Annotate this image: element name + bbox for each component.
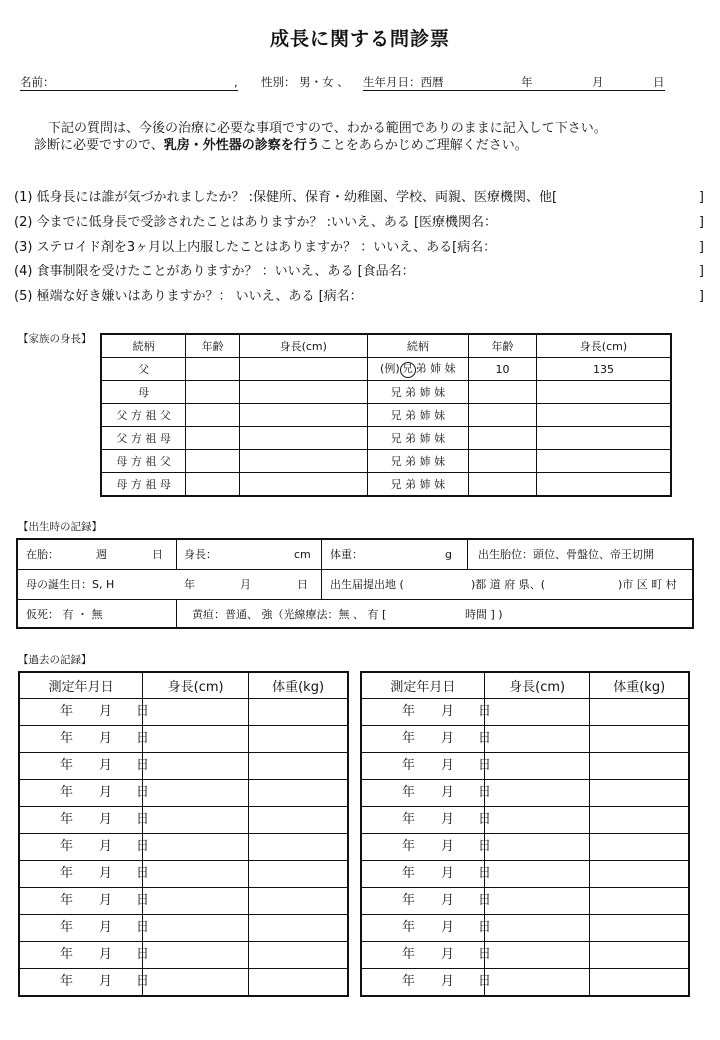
day-unit: 日 [136, 731, 150, 746]
question-3-close: ] [698, 240, 704, 255]
month-unit: 月 [441, 812, 455, 827]
col-measure-date: 測定年月日 [19, 672, 143, 699]
intro-line-2 [34, 137, 528, 154]
table-row [361, 753, 689, 780]
month-unit: 月 [99, 974, 113, 989]
divider [467, 540, 468, 569]
year-unit: 年 [60, 758, 74, 773]
height-cell[interactable] [484, 807, 590, 834]
day-unit: 日 [136, 974, 150, 989]
age-cell[interactable] [186, 381, 240, 404]
year-unit: 年 [402, 866, 416, 881]
cm-unit: cm [294, 548, 311, 561]
month-unit: 月 [441, 785, 455, 800]
height-cell[interactable] [484, 969, 590, 997]
height-cell[interactable] [143, 915, 249, 942]
question-3[interactable] [14, 238, 704, 258]
day-unit: 日 [478, 920, 492, 935]
weight-cell[interactable] [590, 834, 689, 861]
month-unit: 月 [99, 866, 113, 881]
weight-cell[interactable] [249, 861, 348, 888]
question-2-close: ] [698, 215, 704, 230]
height-cell[interactable] [536, 473, 671, 497]
history-header-row [361, 672, 689, 699]
history-section-label: 【過去の記録】 [18, 654, 92, 666]
birth-row-2 [18, 570, 692, 600]
date-cell[interactable] [361, 888, 492, 915]
table-row [19, 753, 348, 780]
height-cell[interactable] [143, 861, 249, 888]
date-cell[interactable] [19, 807, 150, 834]
day-unit: 日 [136, 758, 150, 773]
month-unit: 月 [99, 758, 113, 773]
year-unit: 年 [60, 893, 74, 908]
weight-cell[interactable] [590, 780, 689, 807]
birth-length-label: 身長： [184, 548, 217, 561]
table-row [19, 780, 348, 807]
height-cell[interactable] [536, 450, 671, 473]
day-unit: 日 [478, 704, 492, 719]
divider [321, 540, 322, 569]
year-unit: 年 [402, 893, 416, 908]
table-row [101, 427, 671, 450]
age-cell[interactable] [186, 427, 240, 450]
date-cell[interactable] [361, 753, 492, 780]
year-unit: 年 [60, 866, 74, 881]
date-cell[interactable] [361, 807, 492, 834]
prefecture-label: )都 道 府 県、( [471, 578, 546, 591]
day-unit: 日 [136, 947, 150, 962]
age-cell[interactable] [469, 473, 537, 497]
table-row [19, 942, 348, 969]
family-header-row [101, 334, 671, 358]
intro-line-2-c: ことをあらかじめご理解ください。 [319, 138, 528, 153]
weight-cell[interactable] [249, 780, 348, 807]
weight-cell[interactable] [249, 726, 348, 753]
birth-record-box [16, 538, 694, 629]
month-unit: 月 [441, 704, 455, 719]
table-row [19, 699, 348, 726]
relation-paternal-grandfather: 父 方 祖 父 [101, 404, 186, 427]
table-row [101, 381, 671, 404]
date-cell[interactable] [361, 834, 492, 861]
table-row [361, 915, 689, 942]
weight-cell[interactable] [249, 915, 348, 942]
birth-section-label: 【出生時の記録】 [18, 521, 102, 533]
city-label: )市 区 町 村 [618, 578, 677, 591]
weight-cell[interactable] [590, 861, 689, 888]
table-row [19, 888, 348, 915]
table-row [19, 807, 348, 834]
age-cell[interactable] [469, 427, 537, 450]
jaundice-field[interactable]: 黄疸：普通、 強（光線療法：無 、 有 [ [192, 608, 387, 621]
question-2-text: (2) 今までに低身長で受診されたことはありますか？ :いいえ、ある [医療機関名： [14, 215, 498, 230]
height-cell[interactable] [239, 381, 367, 404]
table-row [361, 834, 689, 861]
relation-paternal-grandmother: 父 方 祖 母 [101, 427, 186, 450]
page-title: 成長に関する問診票 [269, 28, 450, 50]
table-row [361, 726, 689, 753]
table-row [361, 888, 689, 915]
birth-weight-label: 体重： [330, 548, 363, 561]
mother-dob-label: 母の誕生日：S, H [26, 578, 115, 591]
age-cell[interactable] [186, 404, 240, 427]
date-cell[interactable] [19, 861, 150, 888]
birth-row-3 [18, 600, 692, 629]
height-cell[interactable] [484, 726, 590, 753]
sibling-choice[interactable]: 兄 弟 姉 妹 [367, 404, 469, 427]
weight-cell[interactable] [590, 753, 689, 780]
height-cell[interactable] [484, 888, 590, 915]
table-row [361, 942, 689, 969]
family-section-label: 【家族の身長】 [18, 333, 92, 345]
month-unit: 月 [99, 947, 113, 962]
dob-year-label: 年 [521, 75, 533, 89]
history-table-right [360, 671, 690, 997]
col-age: 年齢 [186, 334, 240, 358]
col-measure-date: 測定年月日 [361, 672, 484, 699]
date-cell[interactable] [19, 834, 150, 861]
height-cell[interactable] [143, 726, 249, 753]
question-4[interactable] [14, 262, 704, 282]
weight-cell[interactable] [249, 807, 348, 834]
day-unit: 日 [136, 785, 150, 800]
year-unit: 年 [402, 839, 416, 854]
table-row [19, 834, 348, 861]
height-cell[interactable] [536, 427, 671, 450]
divider [176, 540, 177, 569]
age-cell[interactable] [469, 404, 537, 427]
age-cell[interactable] [186, 473, 240, 497]
age-cell[interactable] [469, 450, 537, 473]
weight-cell[interactable] [249, 969, 348, 997]
registry-label: 出生届提出地 ( [330, 578, 404, 591]
height-cell[interactable] [143, 834, 249, 861]
weight-cell[interactable] [249, 753, 348, 780]
year-unit: 年 [402, 812, 416, 827]
day-unit: 日 [136, 839, 150, 854]
year-unit: 年 [402, 974, 416, 989]
month-unit: 月 [441, 758, 455, 773]
date-cell[interactable] [19, 942, 150, 969]
day-unit: 日 [478, 839, 492, 854]
month-unit: 月 [441, 920, 455, 935]
year-unit: 年 [60, 947, 74, 962]
year-unit: 年 [402, 758, 416, 773]
birth-presentation[interactable]: 出生胎位：頭位、骨盤位、帝王切開 [478, 548, 654, 561]
table-row [361, 807, 689, 834]
day-unit: 日 [136, 704, 150, 719]
date-cell[interactable] [19, 753, 150, 780]
year-unit: 年 [402, 731, 416, 746]
birth-row-1 [18, 540, 692, 570]
hours-label: 時間 ] ) [465, 608, 503, 621]
col-age: 年齢 [469, 334, 537, 358]
month-unit: 月 [441, 947, 455, 962]
height-cell[interactable] [484, 780, 590, 807]
year-unit: 年 [60, 812, 74, 827]
height-cell[interactable] [484, 861, 590, 888]
weight-cell[interactable] [249, 699, 348, 726]
year-unit: 年 [60, 731, 74, 746]
table-row [19, 861, 348, 888]
month-unit: 月 [99, 812, 113, 827]
height-cell[interactable] [536, 381, 671, 404]
circled-choice: 兄 [400, 362, 416, 378]
weight-cell[interactable] [590, 915, 689, 942]
relation-mother: 母 [101, 381, 186, 404]
year-unit: 年 [60, 974, 74, 989]
day-unit: 日 [297, 578, 308, 591]
height-cell[interactable] [484, 753, 590, 780]
question-5[interactable] [14, 287, 704, 307]
relation-maternal-grandmother: 母 方 祖 母 [101, 473, 186, 497]
year-unit: 年 [402, 920, 416, 935]
date-cell[interactable] [19, 726, 150, 753]
asphyxia-field[interactable]: 仮死： 有 ・ 無 [26, 608, 103, 621]
height-cell[interactable] [484, 699, 590, 726]
year-unit: 年 [60, 704, 74, 719]
year-unit: 年 [60, 839, 74, 854]
table-row [361, 699, 689, 726]
history-table-left [18, 671, 349, 997]
height-cell[interactable] [239, 427, 367, 450]
weight-cell[interactable] [590, 969, 689, 997]
table-row [19, 969, 348, 997]
weeks-unit: 週 [96, 548, 107, 561]
height-cell[interactable] [143, 969, 249, 997]
month-unit: 月 [99, 893, 113, 908]
month-unit: 月 [99, 731, 113, 746]
sibling-choice[interactable]: 兄 弟 姉 妹 [367, 381, 469, 404]
height-cell[interactable] [143, 942, 249, 969]
age-cell[interactable] [186, 450, 240, 473]
family-height-table [100, 333, 672, 497]
table-row [19, 726, 348, 753]
weight-cell[interactable] [249, 942, 348, 969]
col-relation: 続柄 [101, 334, 186, 358]
date-cell[interactable] [361, 915, 492, 942]
day-unit: 日 [478, 812, 492, 827]
table-row [101, 404, 671, 427]
month-unit: 月 [441, 731, 455, 746]
gender-field[interactable]: 性別： 男・女 、 [261, 75, 349, 89]
month-unit: 月 [441, 974, 455, 989]
divider [176, 600, 177, 629]
table-row [19, 915, 348, 942]
date-cell[interactable] [19, 915, 150, 942]
height-cell[interactable] [239, 358, 367, 381]
month-unit: 月 [240, 578, 251, 591]
age-cell[interactable] [186, 358, 240, 381]
height-cell[interactable] [239, 450, 367, 473]
example-height: 135 [536, 358, 671, 381]
date-cell[interactable] [19, 780, 150, 807]
table-row [101, 358, 671, 381]
dob-label: 生年月日：西暦 [363, 75, 444, 89]
height-cell[interactable] [484, 834, 590, 861]
table-row [101, 450, 671, 473]
question-5-close: ] [698, 289, 704, 304]
height-cell[interactable] [484, 942, 590, 969]
date-cell[interactable] [19, 699, 150, 726]
age-cell[interactable] [469, 381, 537, 404]
gestation-label: 在胎： [26, 548, 59, 561]
date-cell[interactable] [19, 888, 150, 915]
weight-cell[interactable] [590, 807, 689, 834]
year-unit: 年 [60, 785, 74, 800]
question-3-text: (3) ステロイド剤を3ヶ月以上内服したことはありますか？ ：いいえ、ある[病名： [14, 240, 497, 255]
divider [321, 570, 322, 599]
question-1-close: ] [698, 190, 704, 205]
example-rest: 弟 姉 妹 [415, 362, 456, 375]
day-unit: 日 [136, 866, 150, 881]
day-unit: 日 [136, 893, 150, 908]
question-4-close: ] [698, 264, 704, 279]
table-row [361, 780, 689, 807]
month-unit: 月 [99, 785, 113, 800]
g-unit: g [445, 548, 452, 561]
weight-cell[interactable] [590, 888, 689, 915]
day-unit: 日 [478, 974, 492, 989]
sibling-choice[interactable]: 兄 弟 姉 妹 [367, 473, 469, 497]
day-unit: 日 [478, 866, 492, 881]
dob-day-label: 日 [653, 75, 665, 89]
date-cell[interactable] [361, 969, 492, 997]
day-unit: 日 [478, 785, 492, 800]
day-unit: 日 [136, 812, 150, 827]
intro-line-2-a: 診断に必要ですので、 [34, 138, 164, 153]
col-relation: 続柄 [367, 334, 469, 358]
height-cell[interactable] [143, 780, 249, 807]
year-unit: 年 [402, 947, 416, 962]
height-cell[interactable] [239, 473, 367, 497]
col-height: 身長(cm) [143, 672, 249, 699]
intro-line-1: 下記の質問は、今後の治療に必要な事項ですので、わかる範囲でありのままに記入して下さい。 [48, 121, 607, 136]
height-cell[interactable] [143, 753, 249, 780]
height-cell[interactable] [143, 888, 249, 915]
relation-father: 父 [101, 358, 186, 381]
date-cell[interactable] [361, 726, 492, 753]
example-age: 10 [469, 358, 537, 381]
question-1[interactable] [14, 188, 704, 208]
question-4-text: (4) 食事制限を受けたことがありますか？ ：いいえ、ある [食品名： [14, 264, 415, 279]
month-unit: 月 [441, 839, 455, 854]
date-cell[interactable] [361, 780, 492, 807]
intro-emphasis: 乳房・外性器の診察を行う [163, 138, 320, 153]
name-field[interactable] [20, 74, 238, 91]
question-2[interactable] [14, 213, 704, 233]
month-unit: 月 [99, 920, 113, 935]
day-unit: 日 [136, 920, 150, 935]
col-weight: 体重(kg) [590, 672, 689, 699]
height-cell[interactable] [143, 807, 249, 834]
date-cell[interactable] [19, 969, 150, 997]
month-unit: 月 [441, 866, 455, 881]
table-row [361, 969, 689, 997]
table-row [361, 861, 689, 888]
sibling-choice[interactable]: 兄 弟 姉 妹 [367, 450, 469, 473]
name-end-dot: , [234, 75, 238, 89]
table-row [101, 473, 671, 497]
date-cell[interactable] [361, 699, 492, 726]
weight-cell[interactable] [249, 888, 348, 915]
col-height: 身長(cm) [536, 334, 671, 358]
question-5-text: (5) 極端な好き嫌いはありますか？： いいえ、ある [病名： [14, 289, 363, 304]
col-height: 身長(cm) [484, 672, 590, 699]
height-cell[interactable] [239, 404, 367, 427]
date-cell[interactable] [361, 861, 492, 888]
month-unit: 月 [99, 704, 113, 719]
dob-field[interactable] [363, 74, 665, 91]
question-1-text: (1) 低身長には誰が気づかれましたか？ :保健所、保育・幼稚園、学校、両親、医療機関、他[ [14, 190, 558, 205]
history-header-row [19, 672, 348, 699]
weight-cell[interactable] [249, 834, 348, 861]
year-unit: 年 [402, 704, 416, 719]
col-height: 身長(cm) [239, 334, 367, 358]
weight-cell[interactable] [590, 726, 689, 753]
day-unit: 日 [478, 947, 492, 962]
example-prefix: (例) [380, 362, 400, 375]
year-unit: 年 [402, 785, 416, 800]
day-unit: 日 [478, 893, 492, 908]
relation-maternal-grandfather: 母 方 祖 父 [101, 450, 186, 473]
day-unit: 日 [478, 731, 492, 746]
month-unit: 月 [99, 839, 113, 854]
height-cell[interactable] [536, 404, 671, 427]
day-unit: 日 [478, 758, 492, 773]
weight-cell[interactable] [590, 699, 689, 726]
height-cell[interactable] [143, 699, 249, 726]
sibling-choice[interactable]: 兄 弟 姉 妹 [367, 427, 469, 450]
height-cell[interactable] [484, 915, 590, 942]
weight-cell[interactable] [590, 942, 689, 969]
month-unit: 月 [441, 893, 455, 908]
dob-month-label: 月 [592, 75, 604, 89]
name-label: 名前： [20, 75, 55, 89]
date-cell[interactable] [361, 942, 492, 969]
days-unit: 日 [152, 548, 163, 561]
sibling-example [367, 358, 469, 381]
col-weight: 体重(kg) [249, 672, 348, 699]
year-unit: 年 [60, 920, 74, 935]
year-unit: 年 [184, 578, 195, 591]
